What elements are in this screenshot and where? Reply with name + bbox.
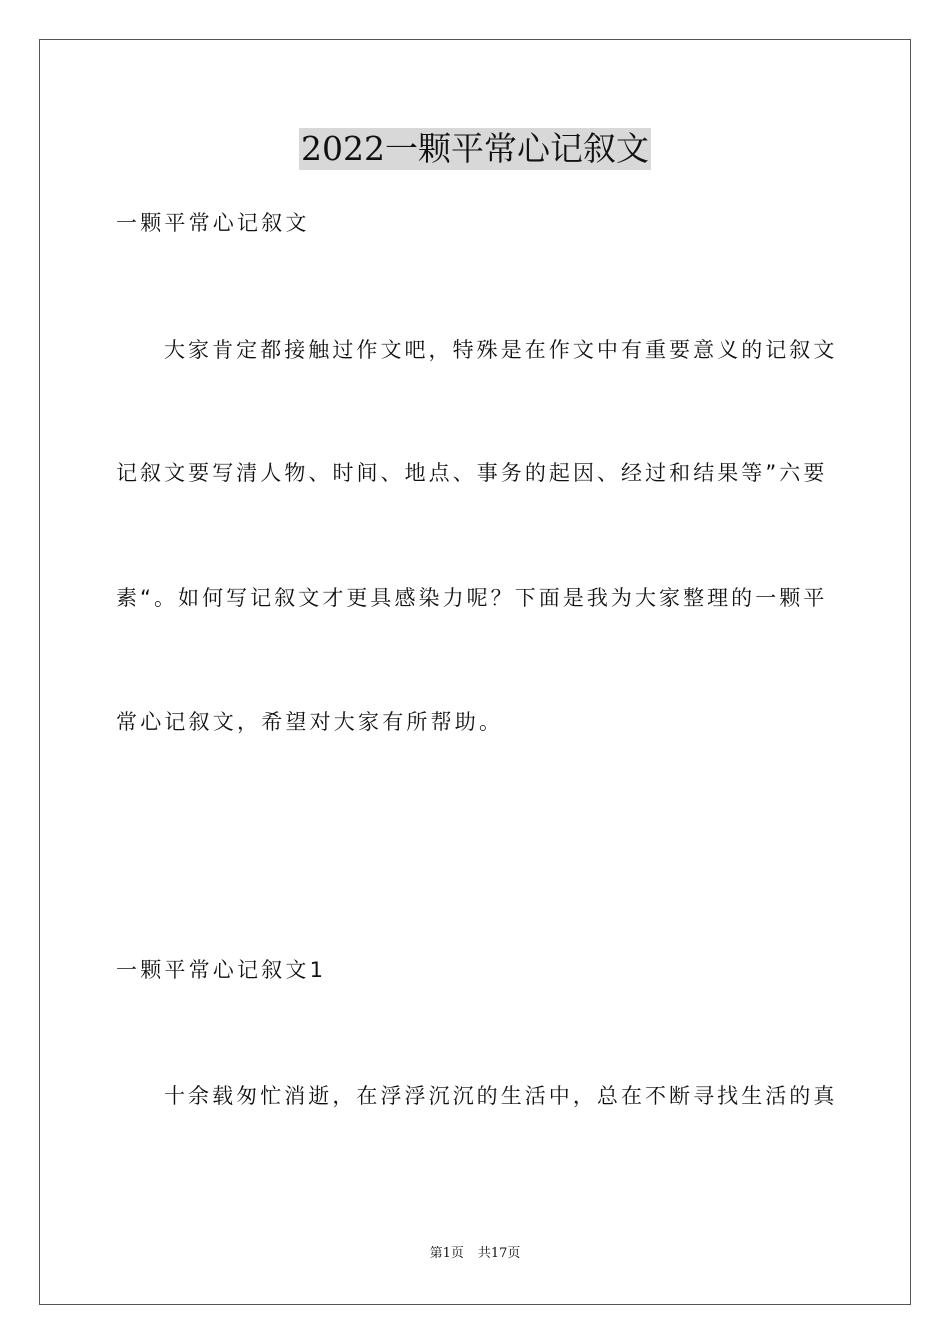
document-title-row [0,128,950,170]
paragraph-line-1: 大家肯定都接触过作文吧，特殊是在作文中有重要意义的记叙文 [164,338,838,362]
page-total: 共17页 [477,1246,521,1261]
section-heading-intro: 一颗平常心记叙文 [116,211,310,235]
page-footer [0,1245,950,1263]
section-heading-1: 一颗平常心记叙文1 [116,958,327,982]
paragraph-line-3: 素“。如何写记叙文才更具感染力呢？下面是我为大家整理的一颗平 [116,586,828,610]
paragraph-line-4: 常心记叙文，希望对大家有所帮助。 [116,710,504,734]
paragraph-line-5: 十余载匆忙消逝，在浮浮沉沉的生活中，总在不断寻找生活的真 [164,1084,838,1108]
paragraph-line-2: 记叙文要写清人物、时间、地点、事务的起因、经过和结果等”六要 [116,461,828,485]
document-title: 2022一颗平常心记叙文 [301,129,649,168]
page-number: 第1页 [429,1246,464,1261]
